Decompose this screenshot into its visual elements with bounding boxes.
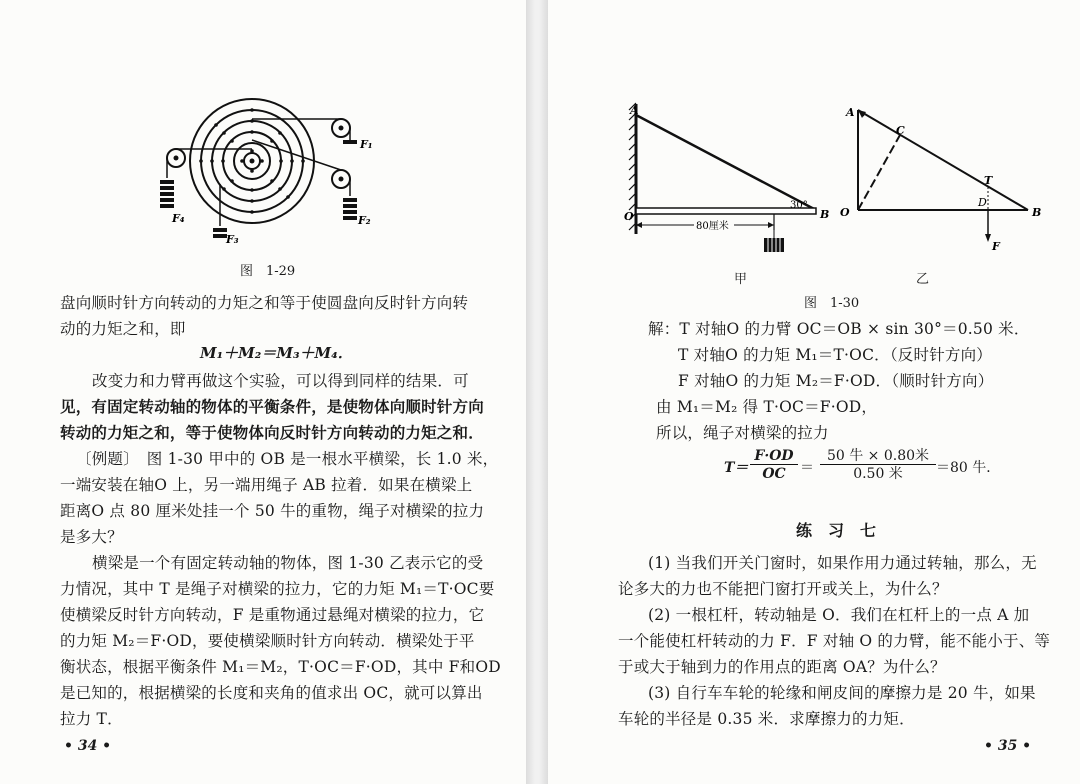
- jia-label-o: O: [624, 210, 634, 223]
- example-line: 距离O 点 80 厘米处挂一个 50 牛的重物，绳子对横梁的拉力: [60, 502, 485, 520]
- jia-label-a: A: [630, 104, 639, 117]
- book-gutter: [526, 0, 548, 784]
- moment-equation: M₁＋M₂＝M₃＋M₄．: [200, 344, 353, 362]
- paragraph-line: 的力矩 M₂＝F·OD，要使横梁顺时针方向转动．横梁处于平: [60, 632, 475, 650]
- exercise-line: 车轮的半径是 0.35 米．求摩擦力的力矩．: [618, 710, 915, 728]
- yi-label-c: C: [896, 124, 905, 137]
- exercise-line: 一个能使杠杆转动的力 F．F 对轴 O 的力臂，能不能小于、等: [618, 632, 1051, 650]
- paragraph-line-bold: 转动的力矩之和，等于使物体向反时针方向转动的力矩之和．: [60, 423, 484, 442]
- paragraph-line: 力情况，其中 T 是绳子对横梁的拉力，它的力矩 M₁＝T·OC要: [60, 580, 495, 598]
- yi-label-f: F: [992, 240, 1000, 253]
- jia-dimension-label: 80厘米: [696, 221, 729, 232]
- paragraph-line: 盘向顺时针方向转动的力矩之和等于使圆盘向反时针方向转: [60, 294, 469, 312]
- yi-label-b: B: [1032, 206, 1042, 219]
- formula-fraction-2: [820, 448, 936, 483]
- example-line: 一端安装在轴O 上，另一端用绳子 AB 拉着．如果在横梁上: [60, 476, 473, 494]
- page-number-right: • 35 •: [984, 738, 1032, 754]
- yi-label-d: D: [978, 196, 987, 209]
- label-f1: F₁: [360, 138, 373, 151]
- example-line: 是多大？: [60, 528, 123, 546]
- label-f4: F₄: [172, 212, 185, 225]
- figure-1-29: [160, 88, 380, 248]
- paragraph-line: 改变力和力臂再做这个实验，可以得到同样的结果．可: [92, 372, 469, 390]
- solution-line: 解：T 对轴O 的力臂 OC＝OB × sin 30°＝0.50 米．: [648, 320, 1030, 338]
- exercise-line: 论多大的力也不能把门窗打开或关上，为什么？: [618, 580, 948, 598]
- exercise-line: (2) 一根杠杆，转动轴是 O．我们在杠杆上的一点 A 加: [648, 606, 1030, 624]
- exercise-title: 练 习 七: [796, 521, 877, 540]
- yi-label-a: A: [846, 106, 855, 119]
- example-line: 〔例题〕 图 1-30 甲中的 OB 是一根水平横梁，长 1.0 米，: [76, 450, 499, 468]
- yi-label-t: T: [984, 174, 993, 187]
- figure-1-30-jia: [624, 100, 844, 260]
- paragraph-line: 动的力矩之和，即: [60, 320, 186, 338]
- fraction-2-denominator: 0.50 米: [853, 466, 903, 482]
- formula-equals: ＝: [800, 460, 814, 476]
- label-f3: F₃: [226, 233, 239, 246]
- jia-angle-label: 30°: [790, 200, 808, 211]
- fraction-1-numerator: F·OD: [750, 448, 798, 465]
- formula-result: ＝80 牛．: [936, 460, 1001, 476]
- solution-line: 所以，绳子对横梁的拉力: [656, 424, 829, 442]
- jia-label-b: B: [820, 208, 830, 221]
- fraction-1-denominator: OC: [762, 466, 786, 482]
- figure-1-30-yi: [838, 100, 1048, 260]
- solution-line: 由 M₁＝M₂ 得 T·OC＝F·OD，: [656, 398, 878, 416]
- paragraph-line: 是已知的，根据横梁的长度和夹角的值求出 OC，就可以算出: [60, 684, 483, 702]
- right-page: [548, 0, 1080, 784]
- figure-caption-1-29: 图 1-29: [240, 264, 296, 279]
- formula-fraction-1: [750, 448, 798, 483]
- exercise-line: (1) 当我们开关门窗时，如果作用力通过转轴，那么，无: [648, 554, 1037, 572]
- paragraph-line: 横梁是一个有固定转动轴的物体，图 1-30 乙表示它的受: [92, 554, 484, 572]
- paragraph-line: 拉力 T．: [60, 710, 123, 728]
- subfigure-label-jia: 甲: [734, 272, 748, 287]
- fraction-2-numerator: 50 牛 × 0.80米: [820, 448, 936, 465]
- left-page: [0, 0, 526, 784]
- exercise-line: (3) 自行车车轮的轮缘和闸皮间的摩擦力是 20 牛，如果: [648, 684, 1036, 702]
- solution-line: T 对轴O 的力矩 M₁＝T·OC．（反时针方向）: [678, 346, 992, 364]
- paragraph-line: 衡状态，根据平衡条件 M₁＝M₂，T·OC＝F·OD，其中 F和OD: [60, 658, 501, 676]
- subfigure-label-yi: 乙: [916, 272, 930, 287]
- yi-label-o: O: [840, 206, 850, 219]
- paragraph-line-bold: 见，有固定转动轴的物体的平衡条件，是使物体向顺时针方向: [60, 397, 484, 416]
- formula-lhs: T＝: [724, 460, 749, 476]
- figure-caption-1-30: 图 1-30: [804, 296, 860, 311]
- label-f2: F₂: [358, 214, 371, 227]
- solution-line: F 对轴O 的力矩 M₂＝F·OD．（顺时针方向）: [678, 372, 994, 390]
- paragraph-line: 使横梁反时针方向转动，F 是重物通过悬绳对横梁的拉力，它: [60, 606, 485, 624]
- exercise-line: 于或大于轴到力的作用点的距离 OA？为什么？: [618, 658, 946, 676]
- page-number-left: • 34 •: [64, 738, 112, 754]
